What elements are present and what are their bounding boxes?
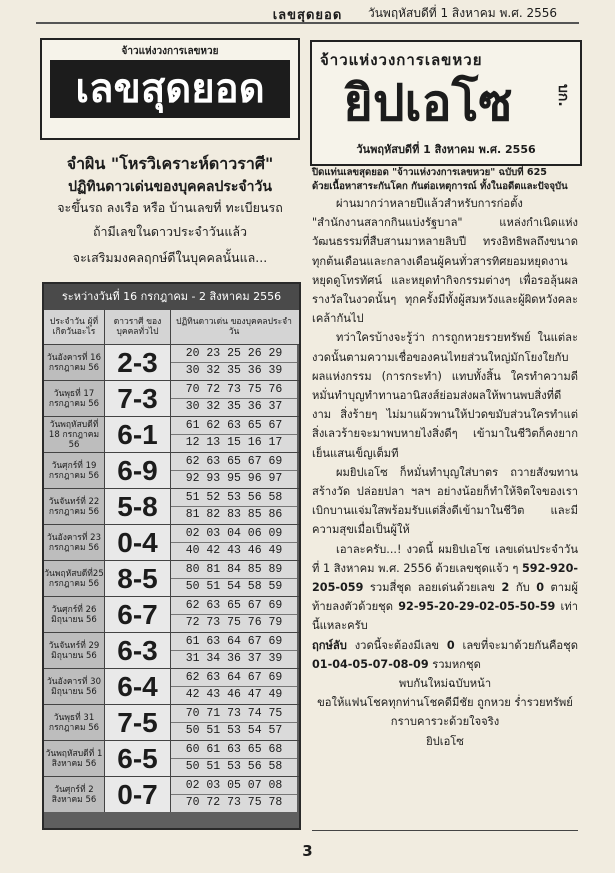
table-row — [44, 633, 299, 669]
row-day: วันจันทร์ที่ 22 กรกฎาคม 56 — [44, 489, 105, 524]
row-pair: 6-1 — [105, 417, 171, 452]
row-numbers-line-2: 42 43 46 47 49 — [185, 688, 283, 701]
row-numbers-line-2: 30 32 35 36 39 — [185, 364, 283, 377]
row-numbers-line-2: 30 32 35 36 37 — [185, 400, 283, 413]
left-logo-title: เลขสุดยอด — [50, 60, 290, 118]
table-header — [44, 310, 299, 345]
row-numbers-line-1: 02 03 05 07 08 — [171, 778, 297, 795]
closing-line-3: กราบคารวะด้วยใจจริง — [390, 715, 500, 729]
left-line-3: จะขึ้นรถ ลงเรือ หรือ บ้านเลขที่ ทะเบียนรถ — [57, 200, 283, 215]
row-day: วันอังคารที่ 23 กรกฎาคม 56 — [44, 525, 105, 560]
row-pair: 6-9 — [105, 453, 171, 488]
row-numbers-line-2: 70 72 73 75 78 — [185, 796, 283, 809]
row-numbers-line-1: 80 81 84 85 89 — [171, 562, 297, 579]
table-row — [44, 525, 299, 561]
intro-line-2: ด้วยเนื้อหาสาระกันโคก กันต่อเหตุการณ์ ทั้งในอดีตและปัจจุบัน — [312, 181, 568, 192]
p4-numbers-2: 92-95-20-29-02-05-50-59 — [398, 600, 556, 614]
paragraph-3: ผมยิปเอโซ ก็หมั่นทำบุญใส่บาตร ถวายสังฆทาน สร้างวัด ปล่อยปลา ฯลฯ อย่างน้อยก็ทำให้จิตใจของเราเบิกบานแจ่มใสพร้อมรับแต่สิ่งดีเข้ามาในชีวิต และมีความสุขเมื่อเป็นผู้ให้ — [312, 465, 578, 537]
row-day: วันศุกร์ที่ 26 มิถุนายน 56 — [44, 597, 105, 632]
row-numbers-line-2: 50 51 53 54 57 — [185, 724, 283, 737]
row-pair: 7-5 — [105, 705, 171, 740]
row-numbers-line-1: 60 61 63 65 68 — [171, 742, 297, 759]
row-numbers — [171, 777, 297, 812]
table-row — [44, 417, 299, 453]
table-header-pair: ดาวราศี ของบุคคลทั่วไป — [105, 310, 171, 344]
p4-text-d: ตามผู้ท้ายลงตัวด้วยชุด — [312, 581, 578, 614]
row-day: วันพฤหัสบดีที่ 1 สิงหาคม 56 — [44, 741, 105, 776]
table-row — [44, 345, 299, 381]
p5-text-b: เลขที่จะมาด้วยกันคือชุด — [462, 638, 579, 652]
paragraph-2: ทว่าใครบ้างจะรู้ว่า การถูกหวยรวยทรัพย์ ในแต่ละงวดนั้นตามความเชื่อของคนไทยส่วนใหญ่มักโยงใยกับผลแห่งกรรม (การกระทำ) แทบทั้งสิ้น ใครทำความดีหมั่นทำบุญทำทานอานิสงส์ย่อมส่งผลให้พานพบสิ่งที่ดีงาม สิ่งร้ายๆ ไม่มาแผ้วพานให้ปวดขมับส่วนใครทำแต่สิ่งเลวร้ายจะมาพบหายไงสิ่งดีๆ เข้ามาในชีวิตก็คงยากเย็นแสนเข็ญเต็มที — [312, 331, 578, 460]
p5-numbers: 01-04-05-07-08-09 — [312, 657, 429, 671]
row-numbers-line-2: 72 73 75 76 79 — [185, 616, 283, 629]
row-pair: 6-3 — [105, 633, 171, 668]
table-body — [44, 345, 299, 812]
p4-text-b: รวมสี่ชุด ลอยเด่นด้วยเลข — [369, 581, 496, 595]
table-title: ระหว่างวันที่ 16 กรกฎาคม - 2 สิงหาคม 2556 — [44, 284, 299, 310]
left-logo-box — [40, 38, 300, 140]
row-day: วันจันทร์ที่ 29 มิถุนายน 56 — [44, 633, 105, 668]
table-header-day: ประจำวัน ผู้ที่เกิดวันอะไร — [44, 310, 105, 344]
p4-text-e: เท่านี้แหละครับ — [312, 600, 578, 633]
row-numbers — [171, 633, 297, 668]
paragraph-1: ผ่านมากว่าหลายปีแล้วสำหรับการก่อตั้ง "สำนักงานสลากกินแบ่งรัฐบาล" แหล่งกำเนิดแห่งวัฒนธรรมที่สืบสานมาหลายลิบปี ทรงอิทธิพลถึงขนาดทุกต้นเดือนและกลางเดือนผู้คนทั่วสารทิศยอมหยุดงานหยุดดูโทรทัศน์ และหยุดทำกิจกรรมต่างๆ เพื่อรอลุ้นผลรางวัลในงวดนั้นๆ ทุกครั้งมีทั้งผู้สมหวังและผู้ผิดหวังคละเคล้ากันไป — [312, 197, 578, 326]
intro-line-1: ปิดแท่นเลขสุดยอด "จ้าวแห่งวงการเลขหวย" ฉบับที่ 625 — [312, 167, 547, 178]
row-pair: 7-3 — [105, 381, 171, 416]
row-numbers-line-1: 62 63 64 67 69 — [171, 670, 297, 687]
right-bottom-rule — [312, 830, 578, 831]
row-pair: 6-7 — [105, 597, 171, 632]
row-day: วันอังคารที่ 30 มิถุนายน 56 — [44, 669, 105, 704]
right-logo-title: ยิปเอโซ — [343, 73, 513, 132]
row-pair: 0-4 — [105, 525, 171, 560]
row-day: วันพฤหัสบดีที่ 18 กรกฎาคม 56 — [44, 417, 105, 452]
row-numbers-line-2: 12 13 15 16 17 — [185, 436, 283, 449]
p4-digit-two: 2 — [501, 581, 510, 595]
right-logo-date: วันพฤหัสบดีที่ 1 สิงหาคม พ.ศ. 2556 — [356, 143, 536, 156]
paragraph-4 — [312, 540, 578, 636]
table-row — [44, 777, 299, 812]
left-headline-2: ปฏิทินดาวเด่นของบุคคลประจำวัน — [68, 179, 272, 195]
p5-text-c: รวมหกชุด — [432, 657, 481, 671]
closing-line-1: พบกันใหม่ฉบับหน้า — [398, 677, 492, 691]
row-day: วันศุกร์ที่ 2 สิงหาคม 56 — [44, 777, 105, 812]
p4-numbers: 592-920-205-059 — [312, 561, 578, 595]
row-numbers-line-2: 50 51 54 58 59 — [185, 580, 283, 593]
row-numbers-line-1: 61 62 63 65 67 — [171, 418, 297, 435]
table-row — [44, 597, 299, 633]
table-row — [44, 453, 299, 489]
row-numbers — [171, 741, 297, 776]
row-pair: 2-3 — [105, 345, 171, 380]
table-row — [44, 741, 299, 777]
row-day: วันพุธที่ 17 กรกฎาคม 56 — [44, 381, 105, 416]
row-numbers — [171, 669, 297, 704]
table-row — [44, 381, 299, 417]
row-numbers — [171, 453, 297, 488]
row-numbers-line-2: 81 82 83 85 86 — [185, 508, 283, 521]
row-pair: 8-5 — [105, 561, 171, 596]
row-numbers-line-1: 62 63 65 67 69 — [171, 454, 297, 471]
row-numbers — [171, 381, 297, 416]
editorial-column — [312, 166, 578, 751]
left-line-4: ถ้ามีเลขในดาวประจำวันแล้ว — [92, 224, 248, 239]
header-divider — [36, 22, 579, 24]
p5-label: ฤกษ์ลับ — [312, 638, 347, 652]
p4-digit-zero: 0 — [536, 581, 544, 595]
row-pair: 0-7 — [105, 777, 171, 812]
left-headline-1: จำผิน "โหรวิเคราะห์ดาวราศี" — [66, 154, 274, 173]
paragraph-5 — [312, 636, 578, 674]
row-numbers-line-1: 20 23 25 26 29 — [171, 346, 297, 363]
right-logo-box — [310, 40, 582, 166]
row-day: วันพุธที่ 31 กรกฎาคม 56 — [44, 705, 105, 740]
left-logo-subtitle: จ้าวแห่งวงการเลขหวย — [121, 46, 219, 57]
table-row — [44, 489, 299, 525]
row-pair: 6-5 — [105, 741, 171, 776]
table-row — [44, 561, 299, 597]
right-logo-side-label: บก. — [555, 84, 571, 107]
row-numbers-line-1: 51 52 53 56 58 — [171, 490, 297, 507]
row-numbers-line-2: 50 51 53 56 58 — [185, 760, 283, 773]
row-numbers-line-1: 70 72 73 75 76 — [171, 382, 297, 399]
horoscope-table — [42, 282, 301, 830]
row-numbers-line-2: 40 42 43 46 49 — [185, 544, 283, 557]
row-numbers — [171, 489, 297, 524]
row-numbers-line-1: 61 63 64 67 69 — [171, 634, 297, 651]
row-numbers — [171, 525, 297, 560]
closing-signature: ยิปเอโซ — [426, 734, 464, 748]
p4-text: เอาละครับ...! งวดนี้ ผมยิปเอโซ เลขเด่นประจำวันที่ 1 สิงหาคม พ.ศ. 2556 ด้วยเลขชุดแจ้ว ๆ — [312, 542, 578, 575]
table-header-numbers: ปฏิทินดาวเด่น ของบุคคลประจำวัน — [176, 317, 292, 337]
page-number: 3 — [302, 842, 313, 860]
row-numbers — [171, 345, 297, 380]
row-pair: 5-8 — [105, 489, 171, 524]
row-numbers-line-1: 02 03 04 06 09 — [171, 526, 297, 543]
row-numbers — [171, 705, 297, 740]
row-day: วันศุกร์ที่ 19 กรกฎาคม 56 — [44, 453, 105, 488]
p5-text: งวดนี้จะต้องมีเลข — [354, 638, 440, 652]
left-line-5: จะเสริมมงคลฤกษ์ดีในบุคคลนั้นแล... — [72, 250, 268, 265]
closing-line-2: ขอให้แฟนโชคทุกท่านโชคดีมีชัย ถูกหวย ร่ำรวยทรัพย์ — [317, 696, 573, 710]
p4-text-c: กับ — [515, 581, 530, 595]
row-day: วันอังคารที่ 16 กรกฎาคม 56 — [44, 345, 105, 380]
page-header-title: เลขสุดยอด — [272, 8, 343, 23]
table-row — [44, 705, 299, 741]
row-numbers — [171, 561, 297, 596]
row-numbers-line-1: 62 63 65 67 69 — [171, 598, 297, 615]
row-numbers-line-2: 92 93 95 96 97 — [185, 472, 283, 485]
p5-digit-zero: 0 — [446, 638, 455, 652]
row-pair: 6-4 — [105, 669, 171, 704]
table-row — [44, 669, 299, 705]
row-numbers — [171, 417, 297, 452]
page-header-date: วันพฤหัสบดีที่ 1 สิงหาคม พ.ศ. 2556 — [367, 6, 557, 20]
row-numbers-line-2: 31 34 36 37 39 — [185, 652, 283, 665]
right-logo-subtitle: จ้าวแห่งวงการเลขหวย — [320, 51, 483, 69]
row-numbers-line-1: 70 71 73 74 75 — [171, 706, 297, 723]
row-numbers — [171, 597, 297, 632]
row-day: วันพฤหัสบดีที่25 กรกฎาคม 56 — [44, 561, 105, 596]
